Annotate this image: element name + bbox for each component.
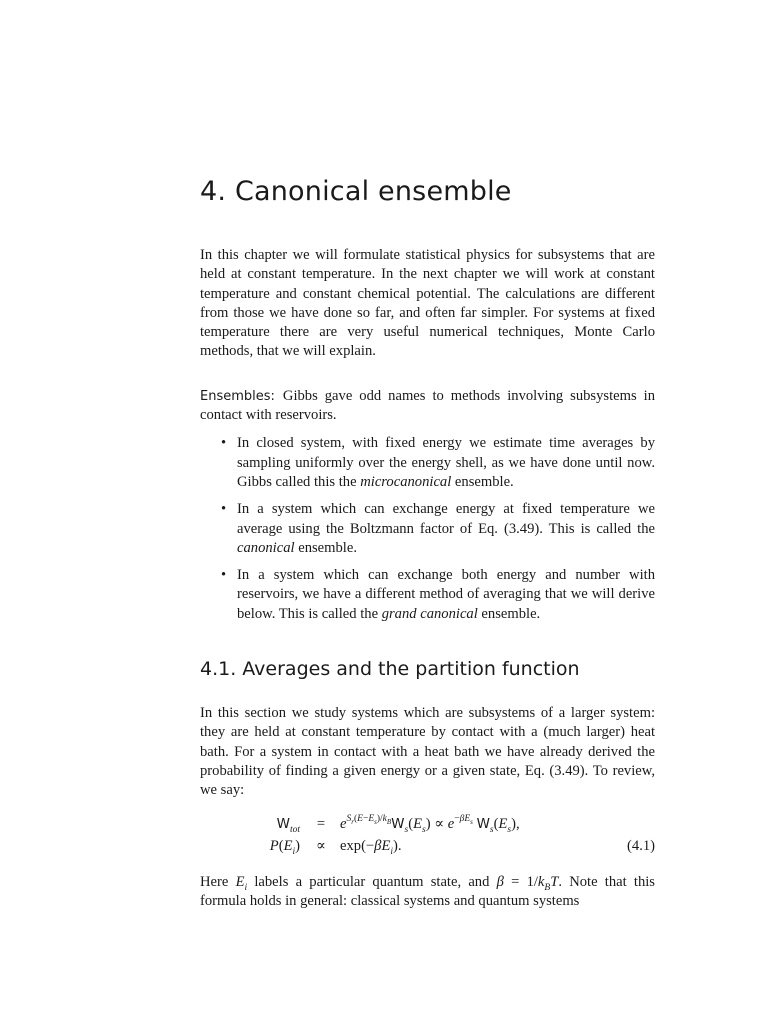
equation-number: (4.1) [627,837,655,854]
equation-operator: ∝ [316,837,326,854]
equation-row [200,813,655,835]
ensemble-term: canonical [237,539,295,556]
intro-paragraph: In this chapter we will formulate statistical physics for subsystems that are held at constant temperature. In the next chapter we will work at constant temperature and constant chemical potential. The calculations are different from those we have done so far, and often far simpler. For systems at fixed temperature there are very useful numerical techniques, Monte Carlo methods, that we will explain. [200,247,655,360]
equation-rhs: $e^{S_r(E-E_s)/k_B}W_s(E_s) \propto e^{-\beta E_s}$ $W_s(E_s)$, [340,813,520,835]
equation-operator: = [316,815,326,832]
bullet-icon: • [221,435,227,452]
page-content [200,172,655,911]
ensembles-label: Ensembles: [200,388,275,404]
equation-rhs: $\exp(-\beta E_i)$. [340,837,402,857]
bullet-icon: • [221,567,227,584]
list-item: • In a system which can exchange energy at fixed temperature we average using the Boltzmann factor of Eq. (3.49). This is called the canonical ensemble. [221,501,655,556]
ensembles-text: Gibbs gave odd names to methods involving subsystems in contact with reservoirs. [200,387,655,424]
list-item: • In closed system, with fixed energy we estimate time averages by sampling uniformly over the energy shell, as we have done until now. Gibbs called this the microcanonical ensemble. [221,435,655,490]
equation-row [200,835,655,857]
section-title: 4.1. Averages and the partition function [200,658,580,681]
bullet-icon: • [221,501,227,518]
section-paragraph: In this section we study systems which are subsystems of a larger system: they are held at constant temperature by contact with a (much larger) heat bath. For a system in contact with a heat bath we have already derived the probability of finding a given energy or a given state, Eq. (3.49). To review, we say: [200,705,655,799]
ensemble-term: microcanonical [360,473,452,490]
equation-lhs: $P(E_i)$ [269,837,300,857]
list-item: • In a system which can exchange both energy and number with reservoirs, we have a different method of averaging that we will derive below. This is called the grand canonical ensemble. [221,567,655,622]
equation-lhs: $W_{tot}$ [276,815,300,835]
equation-block [200,813,655,859]
ensembles-paragraph [200,387,655,426]
final-paragraph: Here $E_i$ labels a particular quantum state, and $\beta = 1/k_BT$. Note that this formula holds in general: classical systems and quantum systems [200,873,655,909]
ensemble-term: grand canonical [381,605,478,622]
chapter-title: 4. Canonical ensemble [200,176,512,207]
ensemble-list [200,434,655,624]
